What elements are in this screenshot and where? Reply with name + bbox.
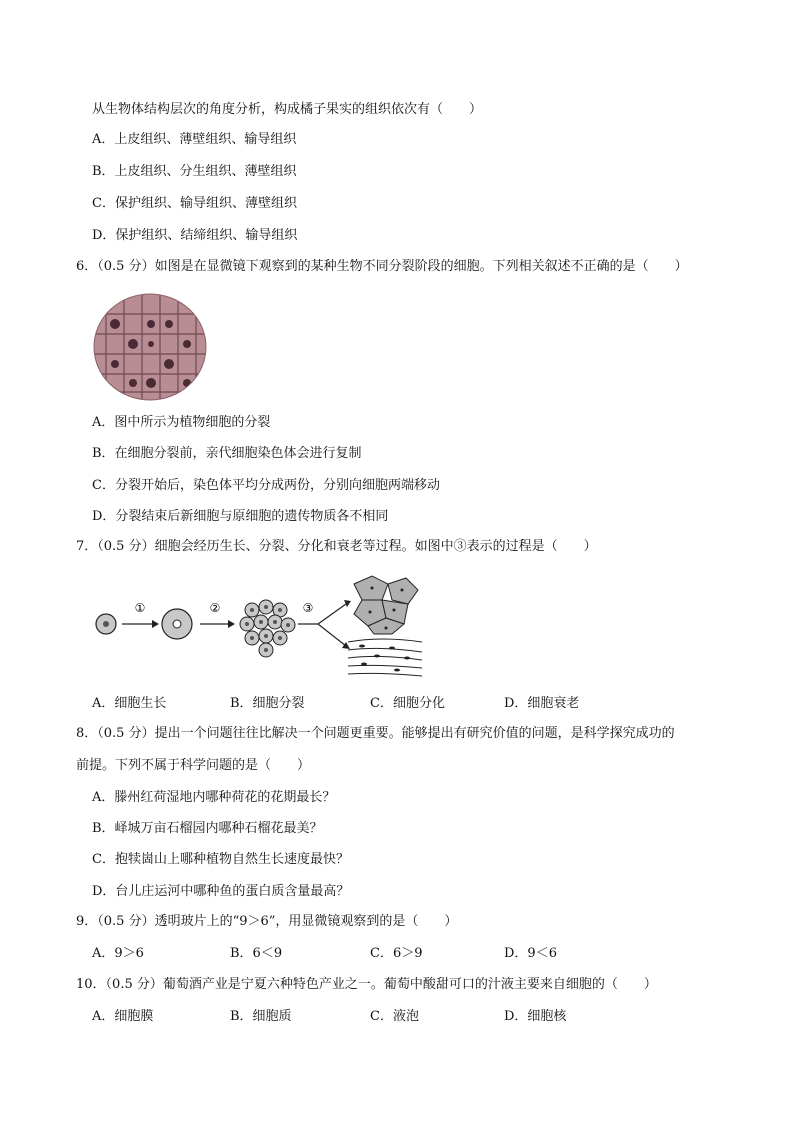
q7-option-c[interactable]: C．细胞分化 (370, 696, 445, 711)
q5-option-b[interactable]: B．上皮组织、分生组织、薄壁组织 (92, 164, 297, 179)
q10-option-a[interactable]: A．细胞膜 (92, 1009, 154, 1024)
q7-options (92, 695, 579, 713)
q9-options (92, 945, 557, 963)
q9-option-c[interactable]: C．6＞9 (370, 946, 423, 961)
q9-option-d[interactable]: D．9＜6 (504, 946, 557, 961)
question-8-stem-cont: 前提。下列不属于科学问题的是（ ） (76, 758, 311, 773)
q5-option-d[interactable]: D．保护组织、结缔组织、输导组织 (92, 228, 298, 243)
q8-option-c[interactable]: C．抱犊崮山上哪种植物自然生长速度最快？ (92, 852, 349, 867)
label-1: ① (134, 601, 146, 615)
q5-option-c[interactable]: C．保护组织、输导组织、薄壁组织 (92, 196, 297, 211)
cell-process-diagram (92, 570, 432, 680)
cell-division-micrograph (92, 292, 208, 402)
q5-option-a[interactable]: A．上皮组织、薄壁组织、输导组织 (92, 132, 297, 147)
q6-option-b[interactable]: B．在细胞分裂前，亲代细胞染色体会进行复制 (92, 446, 362, 461)
q8-option-b[interactable]: B．峄城万亩石榴园内哪种石榴花最美？ (92, 821, 323, 836)
question-7-stem: 7．（0.5 分）细胞会经历生长、分裂、分化和衰老等过程。如图中③表示的过程是（ ） (76, 539, 597, 554)
q7-option-a[interactable]: A．细胞生长 (92, 696, 167, 711)
question-9-stem: 9．（0.5 分）透明玻片上的“9＞6”，用显微镜观察到的是（ ） (76, 914, 458, 929)
q9-option-a[interactable]: A．9＞6 (92, 946, 144, 961)
q7-option-b[interactable]: B．细胞分裂 (230, 696, 305, 711)
q6-option-c[interactable]: C．分裂开始后，染色体平均分成两份，分别向细胞两端移动 (92, 478, 440, 493)
question-6-stem: 6．（0.5 分）如图是在显微镜下观察到的某种生物不同分裂阶段的细胞。下列相关叙述不正确的是（ ） (76, 259, 688, 274)
q10-options (92, 1008, 566, 1026)
question-10-stem: 10．（0.5 分）葡萄酒产业是宁夏六种特色产业之一。葡萄中酸甜可口的汁液主要来自细胞的（ ） (76, 977, 657, 992)
label-3: ③ (302, 601, 314, 615)
q10-option-c[interactable]: C．液泡 (370, 1009, 419, 1024)
q6-option-a[interactable]: A．图中所示为植物细胞的分裂 (92, 415, 271, 430)
q6-option-d[interactable]: D．分裂结束后新细胞与原细胞的遗传物质各不相同 (92, 509, 389, 524)
label-2: ② (209, 601, 221, 615)
q8-option-d[interactable]: D．台儿庄运河中哪种鱼的蛋白质含量最高？ (92, 884, 350, 899)
q9-option-b[interactable]: B．6＜9 (230, 946, 283, 961)
q8-option-a[interactable]: A．滕州红荷湿地内哪种荷花的花期最长？ (92, 790, 336, 805)
q7-option-d[interactable]: D．细胞衰老 (504, 696, 580, 711)
question-8-stem: 8．（0.5 分）提出一个问题往往比解决一个问题更重要。能够提出有研究价值的问题，是科学探究成功的 (76, 726, 675, 741)
q10-option-b[interactable]: B．细胞质 (230, 1009, 292, 1024)
question-5-stem: 从生物体结构层次的角度分析，构成橘子果实的组织依次有（ ） (92, 102, 483, 117)
q10-option-d[interactable]: D．细胞核 (504, 1009, 567, 1024)
